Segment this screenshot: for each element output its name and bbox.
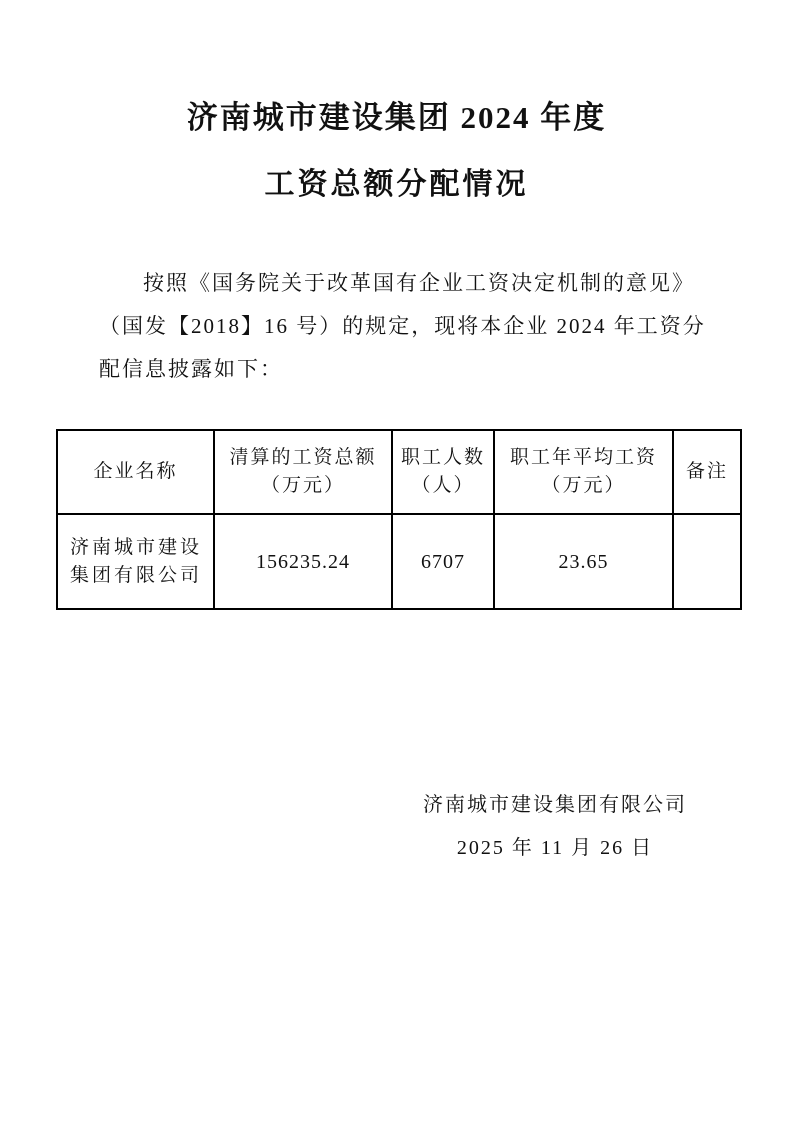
wage-disclosure-table [56,429,742,610]
company-name-line-2: 集团有限公司 [70,564,203,586]
title-line-1: 济南城市建设集团 2024 年度 [186,100,607,135]
header-label: 清算的工资总额 [229,447,377,468]
header-unit: （万元） [541,475,626,496]
header-label: 职工人数 [400,447,485,468]
header-cell-remark [673,430,741,514]
company-name-line-1: 济南城市建设 [70,536,203,558]
header-cell-headcount [392,430,494,514]
header-label: 备注 [685,461,728,482]
table-data-row [57,514,741,609]
paragraph-line-1: 按照《国务院关于改革国有企业工资决定机制的意见》 [143,271,695,295]
cell-average-wage: 23.65 [494,514,673,609]
header-unit: （万元） [260,475,345,496]
title-line-2: 工资总额分配情况 [264,168,529,201]
header-label: 职工年平均工资 [509,447,657,468]
document-title [0,100,793,203]
intro-paragraph [99,262,706,391]
header-cell-total-wage [214,430,392,514]
table-header-row [57,430,741,514]
signature-date: 2025 年 11 月 26 日 [456,837,654,859]
header-label: 企业名称 [93,461,178,482]
cell-total-wage: 156235.24 [214,514,392,609]
header-unit: （人） [411,475,475,496]
cell-headcount: 6707 [392,514,494,609]
signature-company: 济南城市建设集团有限公司 [423,794,687,816]
paragraph-line-3: 配信息披露如下： [99,357,283,381]
signature-block [400,784,710,870]
paragraph-line-2: （国发【2018】16 号）的规定，现将本企业 2024 年工资分 [99,314,706,338]
cell-company-name [57,514,214,609]
header-cell-average-wage [494,430,673,514]
header-cell-company-name [57,430,214,514]
cell-remark [673,514,741,609]
